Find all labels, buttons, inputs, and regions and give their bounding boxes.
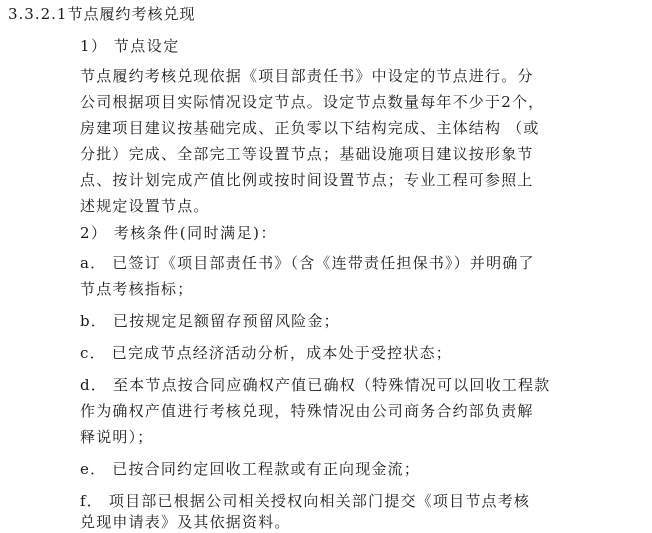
item1-line-5: 点、按计划完成产值比例或按时间设置节点；专业工程可参照上	[80, 171, 534, 189]
condition-d-line-1: d． 至本节点按合同应确权产值已确权（特殊情况可以回收工程款	[80, 376, 551, 394]
item1-line-1: 节点履约考核兑现依据《项目部责任书》中设定的节点进行。分	[80, 67, 534, 85]
condition-d-line-3: 释说明）；	[80, 428, 154, 446]
condition-a-line-2: 节点考核指标；	[80, 280, 194, 298]
item1-line-3: 房建项目建议按基础完成、正负零以下结构完成、主体结构 （或	[80, 119, 540, 137]
condition-d-line-2: 作为确权产值进行考核兑现，特殊情况由公司商务合约部负责解	[80, 402, 534, 420]
condition-b: b． 已按规定足额留存预留风险金；	[80, 312, 340, 330]
item1-heading: 1） 节点设定	[80, 37, 180, 55]
condition-a-line-1: a． 已签订《项目部责任书》（含《连带责任担保书》）并明确了	[80, 254, 535, 272]
condition-f-line-1: f． 项目部已根据公司相关授权向相关部门提交《项目节点考核	[80, 492, 531, 510]
condition-e: e． 已按合同约定回收工程款或有正向现金流；	[80, 460, 421, 478]
item2-heading: 2） 考核条件(同时满足)：	[80, 224, 278, 242]
item1-line-4: 分批）完成、全部完工等设置节点；基础设施项目建议按形象节	[80, 145, 534, 163]
section-title: 3.3.2.1节点履约考核兑现	[8, 5, 196, 23]
condition-f-line-2: 兑现申请表》及其依据资料。	[80, 513, 291, 531]
item1-line-6: 述规定设置节点。	[80, 197, 210, 215]
item1-line-2: 公司根据项目实际情况设定节点。设定节点数量每年不少于2个，	[80, 93, 545, 111]
condition-c: c． 已完成节点经济活动分析，成本处于受控状态；	[80, 344, 452, 362]
